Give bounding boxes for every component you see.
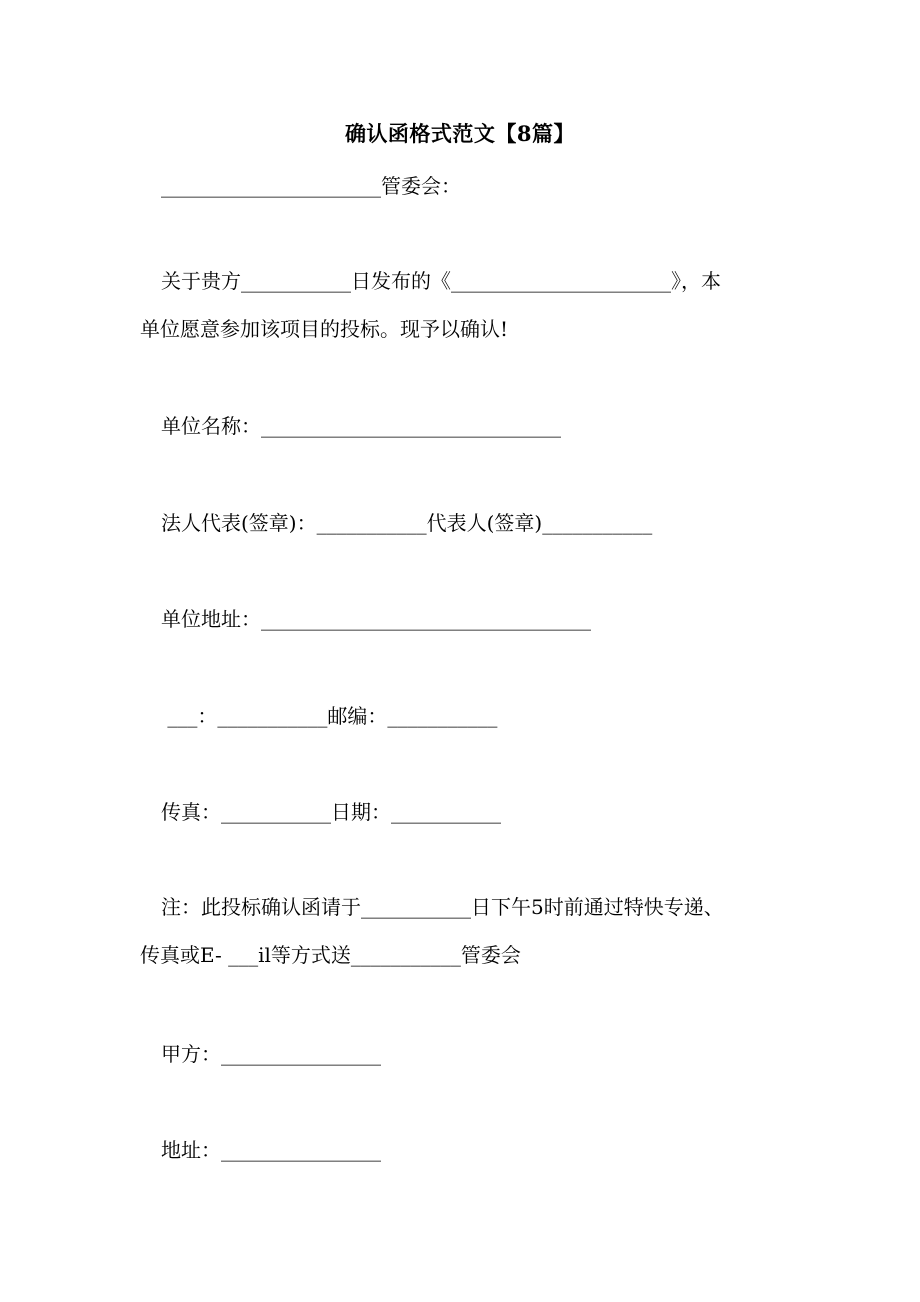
fax-date-line: 传真：___________日期：___________ — [161, 800, 501, 824]
phone-postcode-line: ___：___________邮编：___________ — [161, 704, 498, 728]
address-line: 地址：________________ — [161, 1138, 381, 1162]
paragraph-confirmation-line2: 单位愿意参加该项目的投标。现予以确认! — [140, 317, 509, 341]
unit-address-line: 单位地址：_________________________________ — [161, 607, 591, 631]
legal-representative-line: 法人代表(签章)：___________代表人(签章)___________ — [161, 511, 653, 535]
paragraph-confirmation-line1: 关于贵方___________日发布的《______________________》，本 — [161, 269, 721, 293]
note-line1: 注：此投标确认函请于___________日下午5时前通过特快专递、 — [161, 895, 724, 919]
note-line2: 传真或E- ___il等方式送___________管委会 — [140, 943, 521, 967]
unit-name-line: 单位名称：______________________________ — [161, 414, 561, 438]
party-a-line: 甲方：________________ — [161, 1042, 381, 1066]
salutation-line: ______________________管委会： — [161, 174, 461, 198]
document-title: 确认函格式范文【8篇】 — [344, 121, 576, 146]
